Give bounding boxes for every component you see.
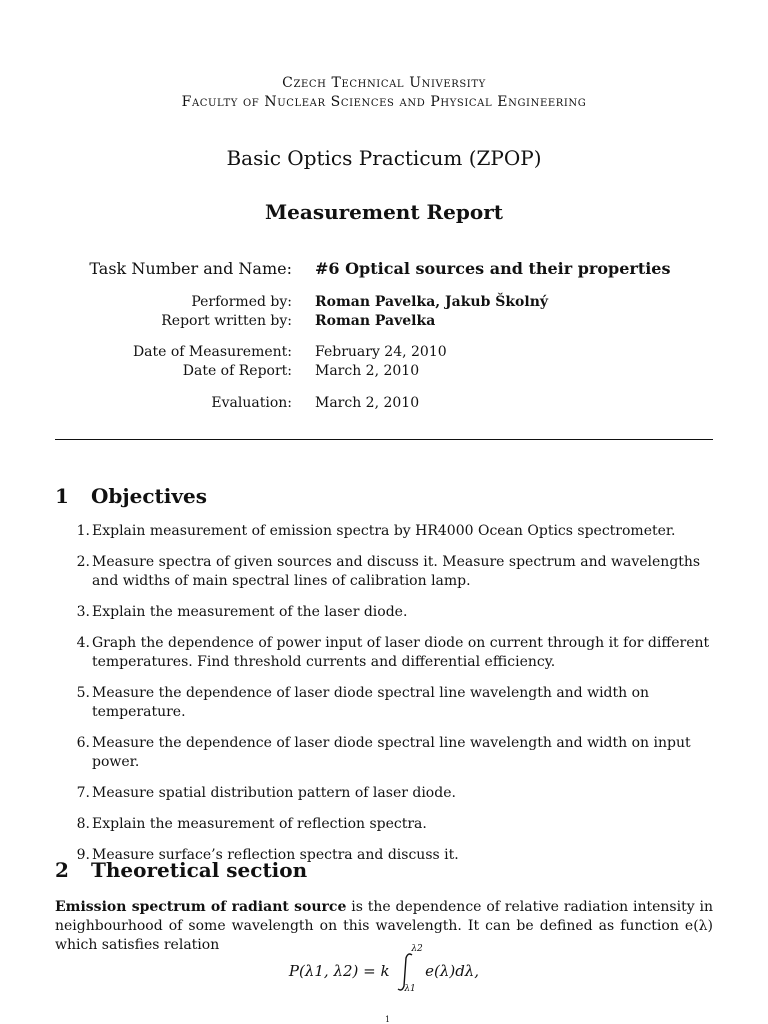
horizontal-rule xyxy=(55,439,713,440)
objective-text: Measure the dependence of laser diode spectral line wavelength and width on input power. xyxy=(92,735,691,770)
objective-number: 7. xyxy=(76,785,90,801)
objective-text: Measure spatial distribution pattern of laser diode. xyxy=(92,785,456,801)
objective-item xyxy=(55,553,715,591)
objective-text: Explain measurement of emission spectra by HR4000 Ocean Optics spectrometer. xyxy=(92,523,676,539)
objective-item xyxy=(55,815,715,834)
course-title: Basic Optics Practicum (ZPOP) xyxy=(226,146,542,170)
formula-rhs: e(λ)dλ, xyxy=(425,962,480,980)
section-2-title: Theoretical section xyxy=(91,858,308,882)
objective-text: Measure spectra of given sources and discuss it. Measure spectrum and wavelengths and widths of main spectral lines of calibration lamp. xyxy=(92,554,701,589)
objectives-list xyxy=(55,522,715,877)
integral-lower-limit: λ1 xyxy=(404,984,416,994)
objective-number: 9. xyxy=(76,847,90,863)
formula xyxy=(0,944,768,994)
faculty-name: Faculty of Nuclear Sciences and Physical Engineering xyxy=(181,94,587,110)
section-1-number: 1 xyxy=(55,484,69,508)
objective-item xyxy=(55,734,715,772)
objective-number: 4. xyxy=(76,635,90,651)
written-label: Report written by: xyxy=(161,313,292,329)
evaluation-value: March 2, 2010 xyxy=(315,395,420,411)
objective-number: 2. xyxy=(76,554,90,570)
section-1-title: Objectives xyxy=(91,484,207,508)
university-name: Czech Technical University xyxy=(282,75,486,91)
objective-item xyxy=(55,634,715,672)
next-page-fragment: 1 xyxy=(385,1015,391,1024)
task-value: #6 Optical sources and their properties xyxy=(315,259,671,278)
formula-lhs: P(λ1, λ2) = k xyxy=(288,962,390,980)
date-measurement-label: Date of Measurement: xyxy=(132,344,292,360)
objective-number: 8. xyxy=(76,816,90,832)
section-1-heading xyxy=(55,484,207,508)
evaluation-label: Evaluation: xyxy=(211,395,292,411)
objective-item xyxy=(55,522,715,541)
objective-number: 1. xyxy=(76,523,90,539)
objective-number: 6. xyxy=(76,735,90,751)
objective-item xyxy=(55,784,715,803)
theory-text: is the dependence of relative radiation intensity in neighbourhood of some wavelength on this wavelength. It can be defined as function e(λ) which satisfies relation xyxy=(55,899,713,953)
objective-item xyxy=(55,684,715,722)
objective-number: 5. xyxy=(76,685,90,701)
objective-text: Explain the measurement of the laser diode. xyxy=(92,604,408,620)
objective-text: Measure surface’s reflection spectra and discuss it. xyxy=(92,847,459,863)
date-report-label: Date of Report: xyxy=(182,363,292,379)
written-value: Roman Pavelka xyxy=(315,313,436,329)
section-2-heading xyxy=(55,858,307,882)
report-title: Measurement Report xyxy=(265,200,503,224)
objective-text: Explain the measurement of reflection spectra. xyxy=(92,816,427,832)
performed-label: Performed by: xyxy=(191,294,292,310)
objective-number: 3. xyxy=(76,604,90,620)
objective-text: Graph the dependence of power input of laser diode on current through it for different temperatures. Find threshold currents and differential efficiency. xyxy=(92,635,710,670)
date-report-value: March 2, 2010 xyxy=(315,363,420,379)
section-2-number: 2 xyxy=(55,858,69,882)
task-label: Task Number and Name: xyxy=(89,259,292,278)
objective-text: Measure the dependence of laser diode spectral line wavelength and width on temperature. xyxy=(92,685,650,720)
integral-upper-limit: λ2 xyxy=(411,944,423,954)
performed-value: Roman Pavelka, Jakub Školný xyxy=(315,294,549,310)
integral-sign xyxy=(394,944,423,994)
term-emission-spectrum: Emission spectrum of radiant source xyxy=(55,899,347,915)
objective-item xyxy=(55,603,715,622)
date-measurement-value: February 24, 2010 xyxy=(315,344,447,360)
theory-paragraph xyxy=(55,898,713,955)
